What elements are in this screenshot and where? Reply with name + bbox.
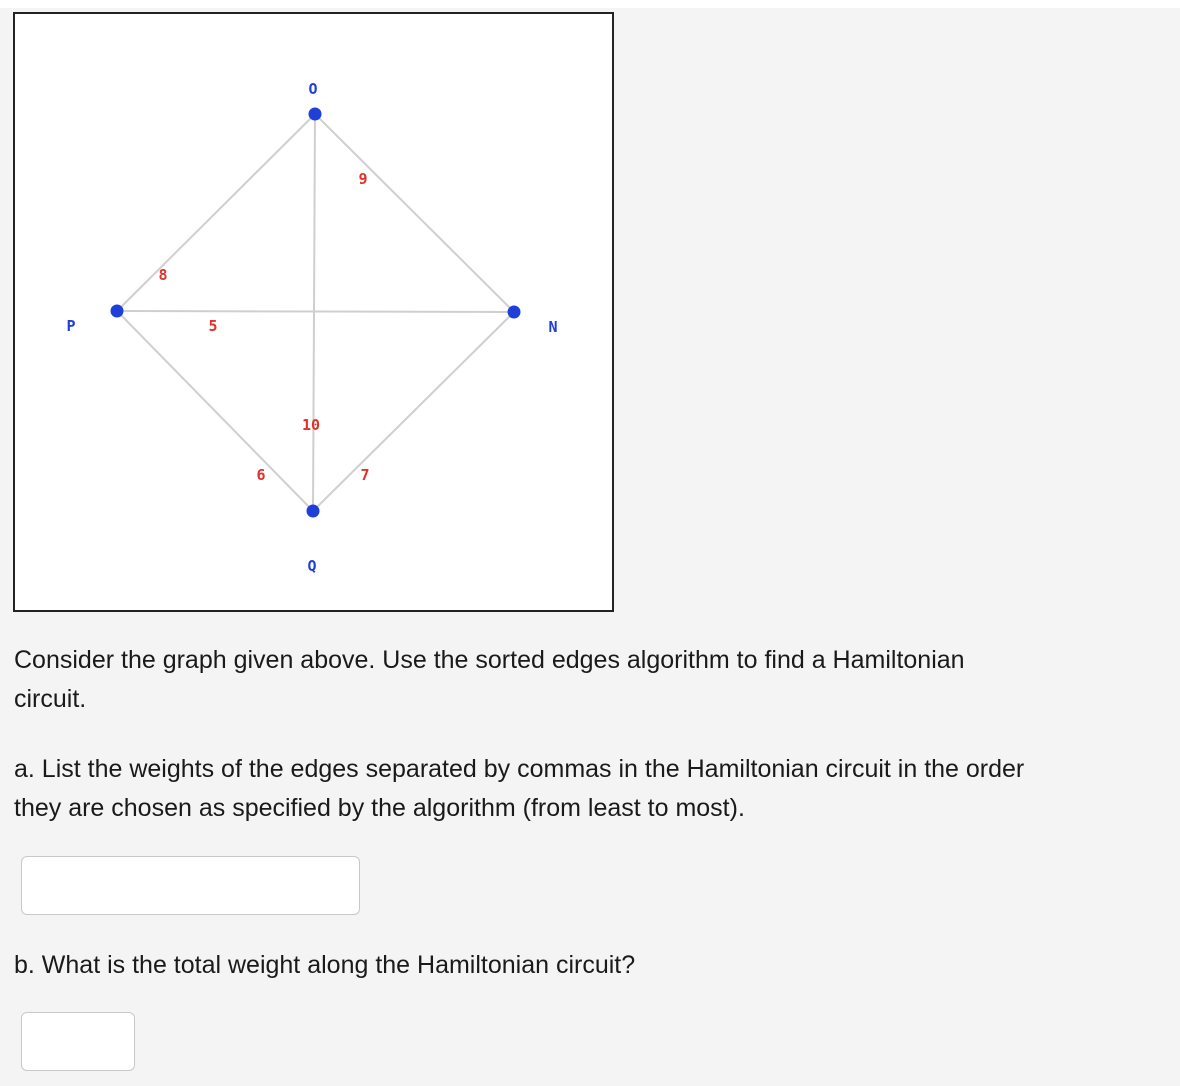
vertex-P-label: P <box>66 317 76 335</box>
question-intro-line1: Consider the graph given above. Use the sorted edges algorithm to find a Hamiltonian <box>14 646 965 674</box>
answer-b-input[interactable] <box>21 1012 135 1071</box>
vertex-N-label: N <box>548 318 558 336</box>
edge-P-N <box>117 311 514 312</box>
part-a-line1: a. List the weights of the edges separated by commas in the Hamiltonian circuit in the order <box>14 755 1025 783</box>
weight-N-Q: 7 <box>360 466 370 484</box>
graph-figure <box>13 12 614 612</box>
edge-N-Q <box>313 312 514 511</box>
edge-P-Q <box>117 311 313 511</box>
vertex-O-dot <box>309 108 322 121</box>
weight-O-Q: 10 <box>301 416 321 434</box>
vertex-P-dot <box>111 305 124 318</box>
vertex-Q-label: Q <box>307 557 317 575</box>
vertex-N-dot <box>508 306 521 319</box>
question-part-b <box>14 946 1174 985</box>
graph-diagram <box>15 14 612 610</box>
weight-O-P: 8 <box>158 266 168 284</box>
weight-P-Q: 6 <box>256 466 266 484</box>
answer-a-input[interactable] <box>21 856 360 915</box>
edge-O-N <box>315 114 514 312</box>
vertex-O-label: O <box>308 80 318 98</box>
part-a-line2: they are chosen as specified by the algorithm (from least to most). <box>14 794 745 822</box>
question-part-a <box>14 750 1174 828</box>
weight-O-N: 9 <box>358 170 368 188</box>
edge-O-P <box>117 114 315 311</box>
weight-P-N: 5 <box>208 317 218 335</box>
question-intro <box>14 641 1174 719</box>
edge-O-Q <box>313 114 315 511</box>
part-b-text: b. What is the total weight along the Hamiltonian circuit? <box>14 951 636 979</box>
vertex-Q-dot <box>307 505 320 518</box>
question-intro-line2: circuit. <box>14 685 87 713</box>
